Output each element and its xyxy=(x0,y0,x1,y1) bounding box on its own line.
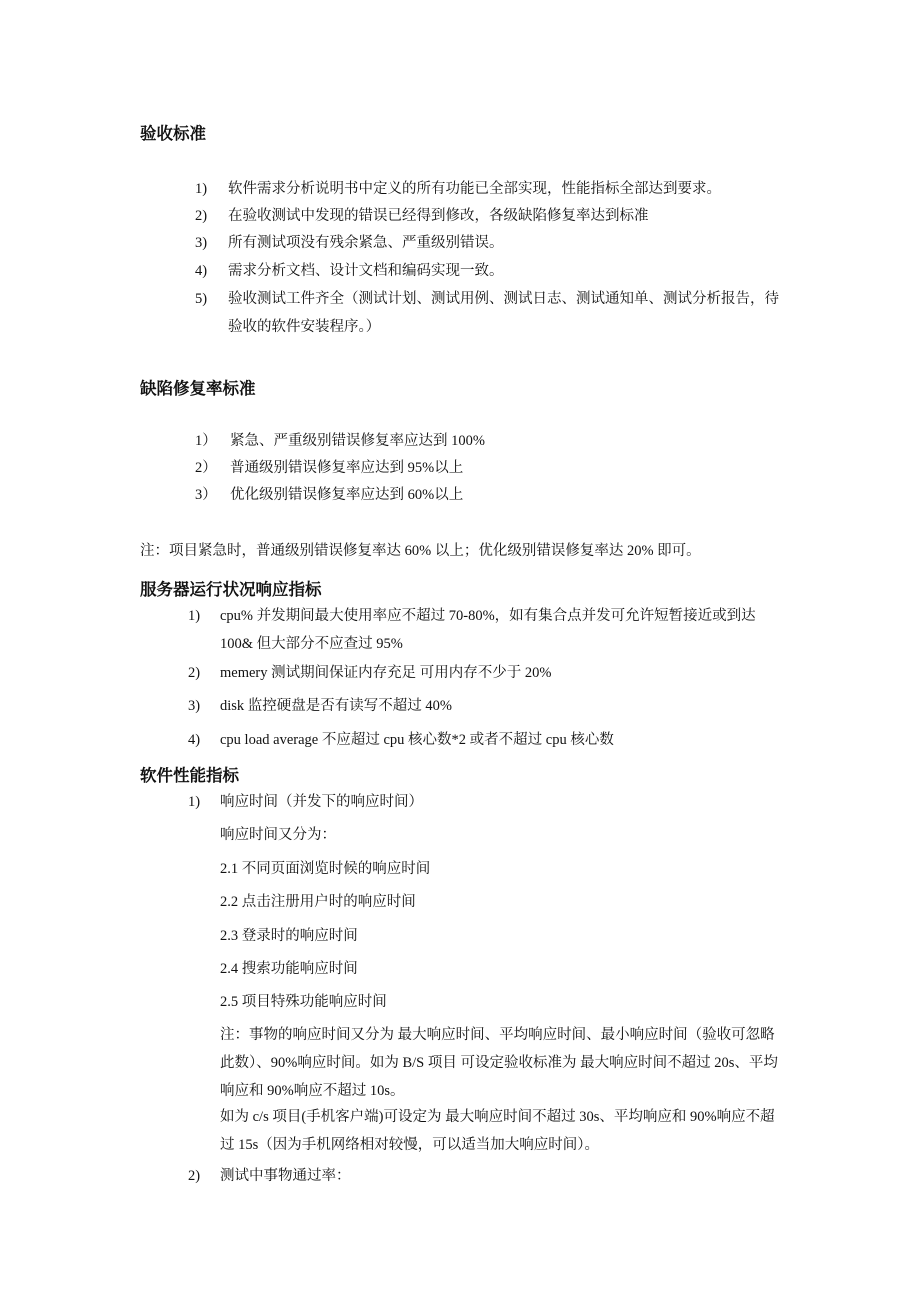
item-number: 3） xyxy=(195,487,217,503)
item-text: 需求分析文档、设计文档和编码实现一致。 xyxy=(228,263,504,279)
heading-acceptance: 验收标准 xyxy=(140,124,206,143)
item-text: disk 监控硬盘是否有读写不超过 40% xyxy=(220,698,452,714)
sub-item: 2.4 搜索功能响应时间 xyxy=(220,961,358,977)
item-number: 3) xyxy=(195,235,208,251)
sub-item: 2.3 登录时的响应时间 xyxy=(220,928,358,944)
sub-item: 2.1 不同页面浏览时候的响应时间 xyxy=(220,861,431,877)
cs-project-note: 如为 c/s 项目(手机客户端)可设定为 最大响应时间不超过 30s、平均响应和 90%响应不超过 15s（因为手机网络相对较慢，可以适当加大响应时间）。 xyxy=(220,1109,775,1153)
item-number: 2) xyxy=(188,665,201,681)
heading-server: 服务器运行状况响应指标 xyxy=(140,580,322,599)
item-number: 4) xyxy=(188,732,201,748)
item-text: 普通级别错误修复率应达到 95%以上 xyxy=(230,460,464,476)
item-text: 优化级别错误修复率应达到 60%以上 xyxy=(230,487,464,503)
item-number: 2) xyxy=(195,208,208,224)
heading-defect-fix: 缺陷修复率标准 xyxy=(140,379,256,398)
sub-item: 2.5 项目特殊功能响应时间 xyxy=(220,994,387,1010)
item-text: cpu% 并发期间最大使用率应不超过 70-80%，如有集合点并发可允许短暂接近或到达 100& 但大部分不应查过 95% xyxy=(220,608,756,652)
item-number: 2） xyxy=(195,460,217,476)
item-text: 验收测试工件齐全（测试计划、测试用例、测试日志、测试通知单、测试分析报告，待验收的软件安装程序。） xyxy=(228,291,779,335)
item-text: 在验收测试中发现的错误已经得到修改，各级缺陷修复率达到标准 xyxy=(228,208,649,224)
sub-intro: 响应时间又分为： xyxy=(220,827,336,843)
item-text: 测试中事物通过率： xyxy=(220,1168,351,1184)
response-time-note: 注：事物的响应时间又分为 最大响应时间、平均响应时间、最小响应时间（验收可忽略此数）、90%响应时间。如为 B/S 项目 可设定验收标准为 最大响应时间不超过 20s、平均响应和 90%响应不超过 10s。 xyxy=(220,1027,778,1099)
heading-performance: 软件性能指标 xyxy=(140,766,239,785)
item-number: 4) xyxy=(195,263,208,279)
item-number: 3) xyxy=(188,698,201,714)
item-text: memery 测试期间保证内存充足 可用内存不少于 20% xyxy=(220,665,552,681)
item-number: 1） xyxy=(195,433,217,449)
sub-item: 2.2 点击注册用户时的响应时间 xyxy=(220,894,416,910)
item-text: 紧急、严重级别错误修复率应达到 100% xyxy=(230,433,485,449)
item-text: 响应时间（并发下的响应时间） xyxy=(220,794,423,810)
item-number: 1) xyxy=(188,608,201,624)
item-number: 1) xyxy=(195,181,208,197)
item-number: 1) xyxy=(188,794,201,810)
item-text: 软件需求分析说明书中定义的所有功能已全部实现，性能指标全部达到要求。 xyxy=(228,181,721,197)
item-text: 所有测试项没有残余紧急、严重级别错误。 xyxy=(228,235,504,251)
defect-fix-note: 注：项目紧急时，普通级别错误修复率达 60% 以上；优化级别错误修复率达 20% 即可。 xyxy=(140,543,701,559)
item-number: 5) xyxy=(195,291,208,307)
item-text: cpu load average 不应超过 cpu 核心数*2 或者不超过 cpu 核心数 xyxy=(220,732,614,748)
item-number: 2) xyxy=(188,1168,201,1184)
